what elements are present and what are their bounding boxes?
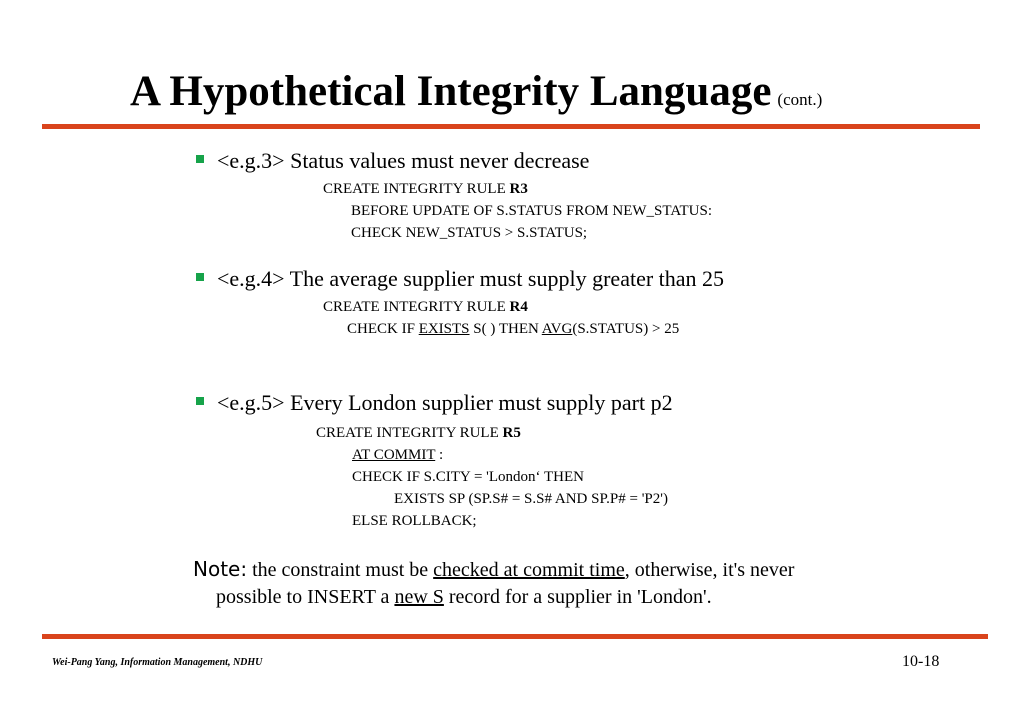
note-emphasis: checked at commit time <box>433 559 625 581</box>
rule-name: R5 <box>502 425 521 441</box>
example-5-at-commit <box>352 444 443 466</box>
page-number: 10-18 <box>902 653 940 670</box>
note-text: , otherwise, it's never <box>624 559 795 581</box>
footer-author: Wei-Pang Yang, Information Management, NDHU <box>52 657 263 668</box>
note-text: record for a supplier in 'London'. <box>443 586 712 608</box>
bullet-icon <box>196 397 204 405</box>
note-line-2 <box>193 584 913 611</box>
exists-keyword: EXISTS <box>418 321 470 337</box>
note-text: possible to INSERT a <box>216 586 395 608</box>
bullet-icon <box>196 155 204 163</box>
example-3-rule <box>323 178 528 200</box>
rule-name: R3 <box>509 181 528 197</box>
example-5-rule <box>316 422 521 444</box>
example-4-check <box>347 318 679 340</box>
at-commit-keyword: AT COMMIT <box>352 447 436 463</box>
check-text: CHECK IF <box>347 321 419 337</box>
example-5-line-2: EXISTS SP (SP.S# = S.S# AND SP.P# = 'P2') <box>394 491 668 507</box>
example-5-heading: <e.g.5> Every London supplier must supply part p2 <box>217 390 673 415</box>
example-4-heading: <e.g.4> The average supplier must supply greater than 25 <box>217 266 725 291</box>
at-commit-suffix: : <box>435 447 444 463</box>
check-text: (S.STATUS) > 25 <box>572 321 680 337</box>
title-suffix: (cont.) <box>777 90 823 109</box>
top-divider <box>42 124 980 129</box>
example-5-line-3: ELSE ROLLBACK; <box>352 513 477 529</box>
slide-title <box>130 66 822 126</box>
rule-name: R4 <box>509 299 528 315</box>
example-3-heading: <e.g.3> Status values must never decrease <box>217 148 590 173</box>
example-5-line-1: CHECK IF S.CITY = 'London‘ THEN <box>352 469 584 485</box>
note-emphasis: new S <box>394 586 444 608</box>
rule-prefix: CREATE INTEGRITY RULE <box>323 299 510 315</box>
title-main: A Hypothetical Integrity Language <box>130 68 772 115</box>
note-label: Note: <box>193 557 248 581</box>
note-paragraph <box>193 556 913 611</box>
bottom-divider <box>42 634 988 639</box>
rule-prefix: CREATE INTEGRITY RULE <box>323 181 510 197</box>
bullet-icon <box>196 273 204 281</box>
example-4-rule <box>323 296 528 318</box>
example-3-line-2: CHECK NEW_STATUS > S.STATUS; <box>351 225 588 241</box>
example-3-line-1: BEFORE UPDATE OF S.STATUS FROM NEW_STATUS: <box>351 203 712 219</box>
avg-keyword: AVG <box>541 321 573 337</box>
note-text: the constraint must be <box>247 559 434 581</box>
check-text: S( ) THEN <box>469 321 542 337</box>
rule-prefix: CREATE INTEGRITY RULE <box>316 425 503 441</box>
